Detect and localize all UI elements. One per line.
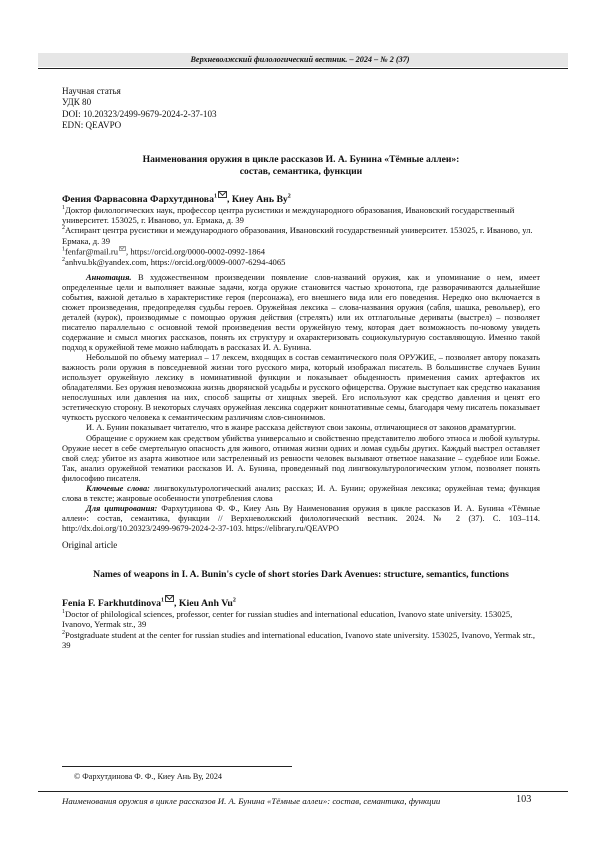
citation-label: Для цитирования: <box>86 503 158 513</box>
running-head: Верхневолжский филологический вестник. – 2024 – № 2 (37) <box>190 55 410 64</box>
email-2-num: 2 <box>62 256 65 263</box>
citation <box>62 504 540 534</box>
aff-1-en-num: 1 <box>62 609 65 616</box>
aff-1-text: Доктор филологических наук, профессор центра русистики и международного образования, Ивановский государственный университет. 153025, г. Иваново, ул. Ермака, д. 39 <box>62 205 515 226</box>
email-1-num: 1 <box>62 246 65 253</box>
aff-1-en-text: Doctor of philological sciences, professor, center for russian studies and international education, Ivanovo state university. 153025, Ivanovo, Yermak str., 39 <box>62 609 513 630</box>
paragraph-2: И. А. Бунин показывает читателю, что в жанре рассказа действуют свои законы, отличающиеся от законов драматургии. <box>86 423 516 433</box>
title-ru <box>62 154 540 178</box>
footer-title: Наименования оружия в цикле рассказов И. А. Бунина «Тёмные аллеи»: состав, семантика, функции <box>62 796 441 806</box>
author-1-en: Fenia F. Farkhutdinova <box>62 597 161 609</box>
copyright: © Фархутдинова Ф. Ф., Киеу Ань Ву, 2024 <box>74 772 223 781</box>
orcid-1-link[interactable]: , https://orcid.org/0000-0002-0992-1864 <box>126 246 266 257</box>
aff-1-num: 1 <box>62 205 65 212</box>
email-2 <box>62 257 540 267</box>
title-ru-line-1: Наименования оружия в цикле рассказов И. А. Бунина «Тёмные аллеи»: <box>142 153 460 165</box>
author-2-en-sup: 2 <box>232 597 236 604</box>
abstract-text: В художественном произведении появление слов-названий оружия, как и упоминание о нем, имеет определенные цели и выполняет важные задачи, когда оружие становится частью хронотопа, где разворачиваются дальнейшие события, важной деталью в характеристике героя (персонажа), его внешнего вида или его поведения. Нередко оно включается в сюжет произведения, предопределяя судьбы героев. Оружейная лексика – слова-названия оружия (сабля, шашка, револьвер), его деталей (курок), производимые с помощью оружия действия (стрелять) или их отглагольные дериваты (выстрел) – позволяет писателю параллельно с основной темой произведения вести оружейную тему, которая дает возможность по-новому увидеть содержание и смысл многих рассказов, понять их структуру и охарактеризовать социокультурную составляющую. Именно такой подход к оружейной теме можно наблюдать в рассказах И. А. Бунина. <box>62 272 540 353</box>
article-type: Научная статья <box>62 86 121 96</box>
author-separator-en: , <box>174 597 179 609</box>
keywords-label: Ключевые слова: <box>86 483 150 493</box>
aff-2-num: 2 <box>62 225 65 232</box>
udk: УДК 80 <box>62 97 92 108</box>
author-1-sup: 1 <box>214 193 217 200</box>
doi[interactable]: DOI: 10.20323/2499-9679-2024-2-37-103 <box>62 108 217 119</box>
mail-icon[interactable] <box>218 191 227 198</box>
affiliation-1 <box>62 205 540 225</box>
affiliation-1-en <box>62 609 540 629</box>
author-1-en-sup: 1 <box>161 597 164 604</box>
abstract-label: Аннотация. <box>86 272 132 282</box>
aff-2-en-num: 2 <box>62 629 65 636</box>
keywords-text: лингвокультурологический анализ; рассказ; И. А. Бунин; оружейная лексика; оружейная тема; функция слова в тексте; жанровые особенности употребления слова <box>62 483 540 503</box>
authors-en <box>62 595 540 609</box>
mail-icon[interactable] <box>165 595 174 602</box>
edn: EDN: QEAVPO <box>62 120 122 131</box>
title-ru-line-2: состав, семантика, функции <box>239 165 363 177</box>
email-1-link[interactable]: fenfar@mail.ru <box>65 246 119 257</box>
article-meta <box>62 86 540 132</box>
email-2-link[interactable]: anhvu.bk@yandex.com, https://orcid.org/0009-0007-6294-4065 <box>65 256 286 267</box>
article-type-en: Original article <box>62 539 118 550</box>
title-en: Names of weapons in I. A. Bunin's cycle of short stories Dark Avenues: structure, semantics, functions <box>93 569 509 581</box>
author-2: Киеу Ань Ву <box>231 193 288 205</box>
affiliation-2-en <box>62 630 540 650</box>
author-1: Фения Фарвасовна Фархутдинова <box>62 193 214 205</box>
footer-rule <box>38 791 568 792</box>
article-body <box>62 86 540 650</box>
citation-text: Фархутдинова Ф. Ф., Киеу Ань Ву Наименования оружия в цикле рассказов И. А. Бунина «Тёмные аллеи»: состав, семантика, функции // Верхневолжский филологический вестник. 2024. № 2 (37). С. 103–114. http://dx.doi.org/10.20323/2499-9679-2024-2-37-103. https://elibrary.ru/QEAVPO <box>62 503 541 533</box>
header-rule <box>38 68 568 69</box>
footnote-rule <box>62 766 292 767</box>
paragraph-3: Обращение с оружием как средством убийства универсально и свойственно представителю любого этноса и любой культуры. Оружие несет в себе смертельную опасность для живого, отнимая жизни одних и ломая судьбы других. Каждый выстрел оставляет свой след: убитое из азарта животное или застреленный из ревности человек вызывают ответное наказание – судебное или Божье. Так, анализ оружейной тематики рассказов И. А. Бунина, проведенный под лингвокультурологическим углом, позволяет понять философию писателя. <box>62 433 540 483</box>
abstract <box>62 273 540 353</box>
email-1 <box>62 246 540 257</box>
affiliation-2 <box>62 225 540 245</box>
authors-ru <box>62 191 540 205</box>
aff-2-en-text: Postgraduate student at the center for russian studies and international education, Ivanovo state university. 153025, Ivanovo, Yermak str., 39 <box>62 629 536 650</box>
paragraph-1: Небольшой по объему материал – 17 лексем, входящих в состав семантического поля ОРУЖИЕ, – позволяет автору показать важность роли оружия в повседневной жизни того русского мира, который изображал писатель. В большинстве случаев Бунин использует оружейную лексику в номинативной функции и показывает обыденность применения самих артефактов их обладателями. Без оружия невозможна жизнь дворянской усадьбы и русского офицерства. Оружие выступает как средство наказания непослушных или давления на них, способ защиты от хищных зверей. Его используют как средство давления и ценят его эстетическую сторону. В некоторых случаях оружейная лексика содержит коннотативные семы, благодаря чему писатель показывает чуткость русского человека к семантическим различиям слов-синонимов. <box>62 353 540 423</box>
keywords <box>62 484 540 504</box>
page-number: 103 <box>516 794 532 805</box>
author-separator: , <box>227 193 232 205</box>
aff-2-text: Аспирант центра русистики и международного образования, Ивановский государственный университет. 153025, г. Иваново, ул. Ермака, д. 39 <box>62 225 533 246</box>
author-2-en: Kieu Anh Vu <box>178 597 233 609</box>
author-2-sup: 2 <box>287 193 291 200</box>
mail-icon <box>119 246 126 252</box>
